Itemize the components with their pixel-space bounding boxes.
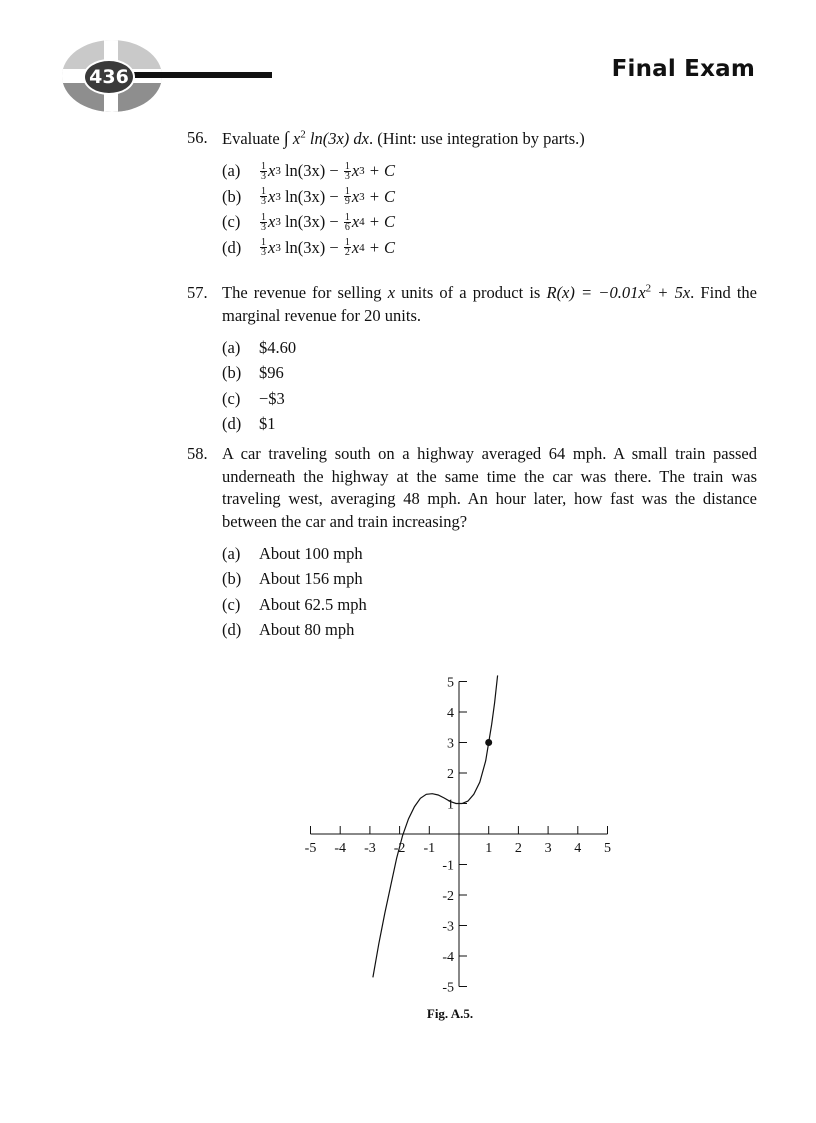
question-number: 56.: [187, 128, 208, 147]
x-tick-label: -5: [304, 841, 317, 856]
page-number: 436: [83, 59, 135, 95]
question-number: 57.: [187, 283, 208, 302]
answer-options: [222, 335, 757, 437]
answer-option[interactable]: (d) $1: [222, 414, 276, 433]
x-tick-label: 3: [544, 841, 552, 856]
page-header: [0, 0, 816, 120]
answer-option[interactable]: (d) About 80 mph: [222, 620, 355, 639]
x-tick-label: 1: [485, 841, 493, 856]
question-text: The revenue for selling x units of a product is $R(x) = -0.01x^2 + 5x$. Find the marginal revenue for 20 units.: [222, 282, 757, 325]
question-58: [187, 443, 757, 643]
y-tick-label: 5: [447, 675, 454, 691]
x-tick-label: -4: [334, 841, 347, 856]
figure-caption: Fig. A.5.: [426, 1006, 474, 1021]
question-56: [187, 127, 757, 261]
y-tick-label: -5: [442, 980, 454, 996]
data-point: [485, 739, 492, 746]
answer-option[interactable]: (b) About 156 mph: [222, 569, 363, 588]
figure-a5: [290, 665, 630, 1025]
y-tick-label: 3: [447, 736, 454, 752]
x-tick-label: -1: [423, 841, 436, 856]
answer-option[interactable]: (a) $4.60: [222, 337, 297, 357]
y-tick-label: -2: [442, 889, 454, 904]
answer-options: [222, 541, 757, 643]
x-tick-label: -2: [393, 841, 406, 856]
answer-option[interactable]: (a) $\frac{1}{3}$ x 3 ln(3x) − $\frac{1}{3}$ x 3 + C: [222, 160, 396, 182]
y-tick-label: -3: [442, 919, 454, 935]
answer-option[interactable]: (d) $\frac{1}{3}$ x 3 ln(3x) − $\frac{1}{2}$ x 4 + C: [222, 237, 396, 259]
y-tick-label: 4: [447, 706, 454, 721]
y-tick-label: 1: [447, 797, 454, 813]
answer-option[interactable]: (b) $96: [222, 363, 284, 382]
question-text: A car traveling south on a highway averaged 64 mph. A small train passed underneath the highway at the same time the car was there. The train was traveling west, averaging 48 mph. An hour later, how fast was the distance between the car and train increasing?: [222, 444, 757, 531]
answer-option[interactable]: (b) $\frac{1}{3}$ x 3 ln(3x) − $\frac{1}{9}$ x 3 + C: [222, 186, 396, 208]
header-rule: [112, 72, 272, 78]
answer-option[interactable]: (c) About 62.5 mph: [222, 594, 367, 614]
y-tick-label: 2: [447, 767, 454, 782]
x-tick-label: -3: [364, 841, 376, 856]
y-tick-label: -4: [442, 950, 454, 965]
chapter-title: Final Exam: [611, 56, 755, 82]
series-line: [373, 675, 498, 977]
x-tick-label: 4: [574, 841, 582, 856]
answer-options: [222, 159, 757, 261]
answer-option[interactable]: (a) About 100 mph: [222, 543, 363, 563]
x-tick-label: 2: [514, 841, 522, 856]
question-57: [187, 282, 757, 437]
answer-option[interactable]: (c) $\frac{1}{3}$ x 3 ln(3x) − $\frac{1}{6}$ x 4 + C: [222, 211, 396, 233]
y-tick-label: -1: [442, 858, 454, 874]
answer-option[interactable]: (c) −$3: [222, 388, 285, 408]
question-text: Evaluate ∫ $x^2$ ln(3x) dx. (Hint: use integration by parts.): [222, 128, 585, 148]
function-graph: [290, 665, 630, 1000]
question-number: 58.: [187, 444, 208, 463]
x-tick-label: 5: [604, 841, 611, 856]
